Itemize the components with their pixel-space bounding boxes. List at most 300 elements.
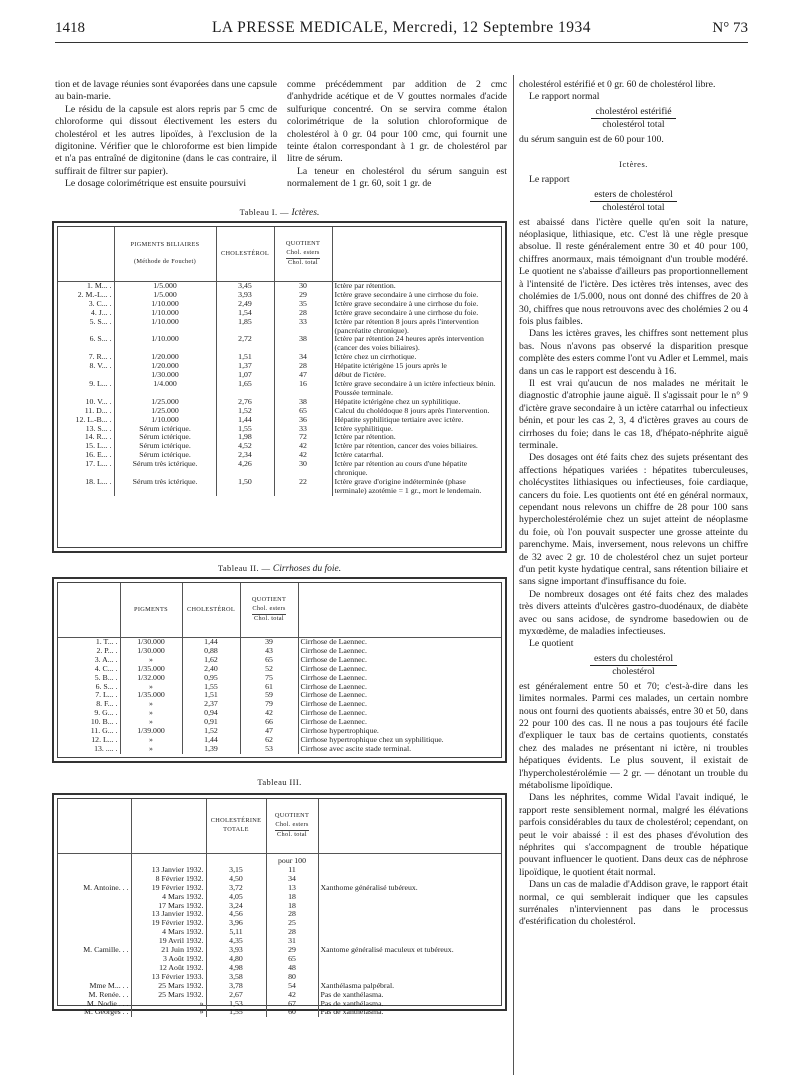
table-cell: Ictère grave secondaire à une cirrhose du foie. (334, 289, 479, 299)
table-cell: » (131, 1008, 206, 1017)
table-cell: Ictère grave secondaire à une cirrhose du foie. (334, 307, 479, 317)
table-cell: 28 (274, 362, 332, 371)
table-row (58, 736, 501, 745)
issue-number: N° 73 (712, 20, 748, 36)
paragraph: du sérum sanguin est de 60 pour 100. (519, 133, 664, 145)
table-cell: 4,26 (216, 460, 274, 478)
table-cell: 4,35 (206, 937, 266, 946)
table-cell: 4,50 (206, 875, 266, 884)
table-row (58, 919, 501, 928)
table-cell: 3,15 (206, 866, 266, 875)
table-row (58, 691, 501, 700)
table-cell: 2,37 (182, 700, 240, 709)
table-cell: 18 (266, 902, 318, 911)
table-cell: 42 (240, 709, 298, 718)
table-1-grid: PIGMENTS BILIAIRES (Méthode de Fouchet) CHOLESTÉROL QUOTIENT Chol. esters Chol. total 1. M... . 1/5.000 3,45 30 Ictère par rétention. 2. M.-L... . 1/5.000 3,93 29 Ictère grave secondaire à une cirrhose du foie. 3. C... . 1/10.000 2,49 35 Ictère grave secondaire à une cirrhose du foie. 4. J... . 1/10.000 1,54 28 Ictère grave secondaire à une cirrhose du foie. 5. S... . 1/10.000 1,85 33 Ictère par rétention 8 jours après l'intervention (pancréatite chronique). 6. S... . 1/10.000 2,72 38 Ictère par rétention 24 heures après intervention (cancer des voies biliaires). 7. R... . 1/20.000 1,51 34 Ictère chez un cirrhotique. 8. V... . 1/20.000 1,37 28 Hépatite ictérigène 15 jours après le 1/30.000 1,07 47 début de l'ictère. 9. L... . 1/4.000 1,65 16 Ictère grave secondaire à un ictère infectieux bénin. Poussée terminale. 10. V... . 1/25.000 2,76 38 Hépatite ictérigène chez un syphilitique. 11. D... . 1/25.000 1,52 65 Calcul du cholédoque 8 jours après l'intervention. 12. L.-B... . 1/10.000 1,44 36 Hépatite syphilitique tertiaire avec ictère. 13. S... . Sérum ictérique. 1,55 33 Ictère syphilitique. 14. R... . Sérum ictérique. 1,98 72 Ictère par rétention. 15. L... . Sérum ictérique. 4,52 42 Ictère par rétention, cancer des voies biliaires. 16. E... . Sérum ictérique. 2,34 42 Ictère catarrhal. 17. L... . Sérum très ictérique. 4,26 30 Ictère par rétention au cours d'une hépatite chronique. 18. L... . Sérum très ictérique. 1,50 22 Ictère grave d'origine indéterminée (phase terminale) azotémie = 1 gr., mort le lendemain. (58, 227, 501, 496)
table-row (58, 380, 501, 398)
table-cell: 25 Mars 1932. (131, 991, 206, 1000)
table-cell: 25 (266, 919, 318, 928)
table-cell: 29 (274, 291, 332, 300)
table-cell: 19 Avril 1932. (131, 937, 206, 946)
table-cell: Cirrhose de Laennec. (300, 681, 367, 691)
table-cell: 62 (240, 736, 298, 745)
table-cell: 28 (274, 309, 332, 318)
table-cell: 3,24 (206, 902, 266, 911)
paragraph: Le dosage colorimétrique est ensuite poursuivi (65, 178, 247, 190)
table-cell: 65 (240, 656, 298, 665)
table-cell: 5. S... . (58, 318, 114, 336)
paragraph: La teneur en cholestérol du sérum sanguin est normalement de 1 gr. 60, soit 1 gr. de (287, 165, 507, 190)
table-cell: Pas de xanthélasma. (320, 989, 384, 999)
table-cell: 42 (274, 451, 332, 460)
table-cell: 65 (266, 955, 318, 964)
table-row (58, 745, 501, 754)
table-cell: 1/32.000 (120, 674, 182, 683)
table-cell: 38 (274, 335, 332, 353)
table-2-title: Tableau II. — Cirrhoses du foie. (217, 563, 342, 574)
table-cell: 17 Mars 1932. (131, 902, 206, 911)
table-cell (318, 919, 501, 928)
table-cell: 1/20.000 (114, 362, 216, 371)
table-cell: 4. J... . (58, 309, 114, 318)
table-cell: 11. G... . (58, 727, 120, 736)
table-row (58, 718, 501, 727)
table-cell: 59 (240, 691, 298, 700)
table-cell: 4. C... . (58, 665, 120, 674)
table-cell: 13 Janvier 1932. (131, 910, 206, 919)
table-cell: Cirrhose de Laennec. (300, 690, 367, 700)
paragraph: Des dosages ont été faits chez des sujets présentant des affections hépatiques variées : hépatites tuberculeuses, cholécystites lithiasiques ou infectieuses, foie cardiaque, cancers du foie. Les quotients ont été en général normaux, cependant nous relevons un chiffre de 28 pour 100 sans hypercholestérolémie chez un sujet atteint de néoplasme du foie, où l'on pouvait suspecter une grosse atteinte du parenchyme. Mais, inversement, nous relevons un chiffre de 32 avec 2 gr. 10 de cholestérol chez un sujet porteur d'un petit kyste hydatique central, sans rétention biliaire et sans signe important d'insuffisance du foie. (519, 452, 748, 588)
paragraph: est abaissé dans l'ictère quelle qu'en soit la nature, néoplasique, lithiasique, etc. C'est là une règle presque absolue. Il reste généralement entre 30 et 40 pour 100, chiffres anormaux, mais témoignant d'un trouble modéré. Le quotient ne s'abaisse d'ailleurs pas proportionnellement à l'intensité de l'ictère. Des ictères très intenses, avec des cholémies de 1/5.000, nous ont donné des chiffres de 20 à 30, chiffres que nous retrouvons avec des cholémies 2 ou 4 fois plus faibles. (519, 216, 748, 327)
table-cell: 0,91 (182, 718, 240, 727)
table-cell: » (120, 656, 182, 665)
table-cell: Pas de xanthélasma. (320, 1007, 384, 1017)
table-row (58, 964, 501, 973)
fraction-2: esters de cholestérol cholestérol total (519, 189, 748, 215)
table-cell: Ictère syphilitique. (334, 423, 393, 433)
table-cell: 1,44 (182, 638, 240, 647)
table-row (58, 460, 501, 478)
table-cell (58, 902, 131, 911)
table-cell: 33 (274, 425, 332, 434)
table-cell: 7. L... . (58, 691, 120, 700)
table-row (58, 638, 501, 647)
table-cell: 3,45 (216, 282, 274, 291)
table-cell: Sérum ictérique. (114, 433, 216, 442)
table-cell: 3 Août 1932. (131, 955, 206, 964)
table-cell: 28 (266, 910, 318, 919)
table-cell: Cirrhose de Laennec. (300, 717, 367, 727)
table-cell: Cirrhose hypertrophique chez un syphilitique. (300, 734, 444, 744)
table-cell: 79 (240, 700, 298, 709)
table-cell: 1,50 (216, 478, 274, 496)
table-row (58, 362, 501, 371)
table-cell: 21 Juin 1932. (131, 946, 206, 955)
table-cell: 2,40 (182, 665, 240, 674)
fraction-3: esters du cholestérol cholestérol (519, 653, 748, 679)
table-cell (58, 910, 131, 919)
table-row (58, 884, 501, 893)
table-cell: » (120, 700, 182, 709)
table-cell: 1,65 (216, 380, 274, 398)
table-cell: 2. M.-L... . (58, 291, 114, 300)
table-row (58, 866, 501, 875)
table-cell (58, 866, 131, 875)
table-cell (58, 964, 131, 973)
table-cell: 12 Août 1932. (131, 964, 206, 973)
paragraph: est généralement entre 50 et 70; c'est-à-dire dans les limites normales. Parmi ces malades, un certain nombre nous ont fourni des quotients abaissés, entre 30 et 50, dans 22 pour 100 des cas. Il ne nous a pas toujours été facile d'expliquer le taux bas de certains quotients, constatés chez des malades ne présentant ni ictère, ni troubles hépatiques évidents. Le plus souvent, il existait de l'hypercholestérolémie — 2 gr. — dénotant un trouble du métabolisme lipoïdique. (519, 680, 748, 791)
table-cell: 1,98 (216, 433, 274, 442)
table-cell (318, 893, 501, 902)
table-cell: 1/10.000 (114, 300, 216, 309)
table-cell: 8. V... . (58, 362, 114, 371)
table-row (58, 416, 501, 425)
table-cell: 17. L... . (58, 460, 114, 478)
table-cell: 4,56 (206, 910, 266, 919)
table-cell: Ictère grave secondaire à une cirrhose du foie. (334, 298, 479, 308)
table-cell (58, 928, 131, 937)
table-cell: 36 (274, 416, 332, 425)
table-cell: Xanthome généralisé tubéreux. (320, 882, 418, 892)
table-cell: 1. M... . (58, 282, 114, 291)
table-cell: 1,44 (216, 416, 274, 425)
table-cell: » (120, 745, 182, 754)
table-cell: 3,93 (206, 946, 266, 955)
column-2-top (287, 79, 507, 191)
table-cell: 6. S... . (58, 335, 114, 353)
table-cell: 15. L... . (58, 442, 114, 451)
table-cell (318, 955, 501, 964)
paragraph: Dans les néphrites, comme Widal l'avait indiqué, le rapport reste sensiblement normal, malgré les élévations parfois considérables du taux de cholestérol; cependant, on peut le voir abaissé : il est des phases d'évolution des néphrites qui s'accompagnent de trouble hépatique pouvant influencer le quotient. Dans deux cas de néphrose lipoïdique, le quotient était normal. (519, 792, 748, 878)
table-cell: Cirrhose de Laennec. (300, 699, 367, 709)
table-cell: M. Georges . . (58, 1008, 131, 1017)
table-cell: 13 (266, 884, 318, 893)
table-cell: 12. L... . (58, 736, 120, 745)
table-cell: 1,39 (182, 745, 240, 754)
paragraph: Le quotient (529, 638, 574, 650)
page-header (55, 14, 748, 43)
table-cell: Ictère par rétention 24 heures après intervention (cancer des voies biliaires). (334, 334, 484, 353)
table-cell: 14. R... . (58, 433, 114, 442)
table-1-title: Tableau I. — Ictères. (239, 207, 320, 218)
table-cell: 2,34 (216, 451, 274, 460)
table-row (58, 318, 501, 336)
table-cell: 61 (240, 683, 298, 692)
table-cell: 1/10.000 (114, 335, 216, 353)
table-cell: M. Antoine. . . (58, 884, 131, 893)
table-cell: 35 (274, 300, 332, 309)
table-cell: Cirrhose de Laennec. (300, 672, 367, 682)
table-cell: 30 (274, 460, 332, 478)
table-3-title: Tableau III. (257, 777, 302, 787)
table-cell: 1/30.000 (120, 638, 182, 647)
table-row (58, 709, 501, 718)
table-cell: M. Camille. . . (58, 946, 131, 955)
table-2-grid: PIGMENTS CHOLESTÉROL QUOTIENT Chol. esters Chol. total 1. T... . 1/30.000 1,44 39 Cirrhose de Laennec. 2. P... . 1/30.000 0,88 43 Cirrhose de Laennec. 3. A... . » 1,62 65 Cirrhose de Laennec. 4. C... . 1/35.000 2,40 52 Cirrhose de Laennec. 5. B... . 1/32.000 0,95 75 Cirrhose de Laennec. 6. S... . » 1,55 61 Cirrhose de Laennec. 7. L... . 1/35.000 1,51 59 Cirrhose de Laennec. 8. F... . » 2,37 79 Cirrhose de Laennec. 9. G... . » 0,94 42 Cirrhose de Laennec. 10. B... . » 0,91 66 Cirrhose de Laennec. 11. G... . 1/39.000 1,52 47 Cirrhose hypertrophique. 12. L... . » 1,44 62 Cirrhose hypertrophique chez un syphilitique. 13. .... . » 1,39 53 Cirrhose avec ascite stade terminal. (58, 583, 501, 754)
table-cell: 1,54 (216, 309, 274, 318)
table-row (58, 955, 501, 964)
table-cell (318, 902, 501, 911)
table-cell: Hépatite ictérigène 15 jours après le (334, 361, 447, 371)
table-cell: 4,80 (206, 955, 266, 964)
table-cell: 53 (240, 745, 298, 754)
table-cell: 8. F... . (58, 700, 120, 709)
table-row (58, 674, 501, 683)
table-cell: Mme M... . . (58, 982, 131, 991)
table-cell: 1,55 (206, 1008, 266, 1017)
table-cell: 1/25.000 (114, 407, 216, 416)
table-cell (58, 893, 131, 902)
table-cell: 47 (240, 727, 298, 736)
table-1 (52, 221, 507, 553)
table-cell (318, 964, 501, 973)
table-row (58, 928, 501, 937)
table-cell: Cirrhose de Laennec. (300, 645, 367, 655)
table-cell (318, 866, 501, 875)
table-cell: 1/35.000 (120, 691, 182, 700)
table-cell: 1,52 (182, 727, 240, 736)
table-cell: 10. B... . (58, 718, 120, 727)
table-cell: Ictère chez un cirrhotique. (334, 352, 417, 362)
table-cell: 38 (274, 398, 332, 407)
table-cell: 43 (240, 647, 298, 656)
table-cell: 1/10.000 (114, 318, 216, 336)
paragraph: Dans un cas de maladie d'Addison grave, le rapport était normal, ce qui semblerait indiquer que les capsules surrénales n'interviennent pas dans le processus d'estérification du cholestérol. (519, 879, 748, 928)
table-cell: Ictère grave secondaire à un ictère infectieux bénin. Poussée terminale. (334, 378, 496, 397)
paragraph: De nombreux dosages ont été faits chez des malades très divers atteints d'ulcères gastro-duodénaux, de diabète avec ou sans acidose, de syndrome basedowien ou de myxœdème, de maladies infectieuses. (519, 588, 748, 638)
table-cell: 2,49 (216, 300, 274, 309)
table-3-body (58, 866, 501, 1017)
table-cell (318, 928, 501, 937)
table-cell: 13 Février 1933. (131, 973, 206, 982)
table-cell: 1,44 (182, 736, 240, 745)
table-row (58, 665, 501, 674)
table-row (58, 683, 501, 692)
paragraph: Dans les ictères graves, les chiffres sont nettement plus bas. Nous n'avons pas observé la disparition presque complète des esters comme l'ont vu Adler et Lemmel, mais dans un cas le rapport est descendu à 16. (519, 328, 748, 377)
table-cell: Sérum ictérique. (114, 451, 216, 460)
table-cell: Xantome généralisé maculeux et tubéreux. (320, 945, 454, 955)
table-cell: 52 (240, 665, 298, 674)
table-cell: Ictère grave d'origine indéterminée (phase terminale) azotémie = 1 gr., mort le lendemain. (334, 476, 482, 495)
paragraph: comme précédemment par addition de 2 cmc d'anhydride acétique et de V gouttes normales d'acide sulfurique concentré. On se servira comme étalon colorimétrique de la solution chloroformique de cholestérol à 0 gr. 04 pour 100 cmc, qui fournit une teinte étalon correspondant à 1 gr. de cholestérol par litre de sérum. (287, 79, 507, 165)
table-3-grid: CHOLESTÉRINE TOTALE QUOTIENT Chol. esters Chol. total pour 100 13 Janvier 1932. 3,15 11 8 Février 1932. 4,50 34 M. Antoine. . . 19 Février 1932. 3,72 13 Xanthome généralisé tubéreux. 4 Mars 1932. 4,05 18 17 Mars 1932. 3,24 18 13 Janvier 1932. 4,56 28 19 Février 1932. 3,96 25 4 Mars 1932. 5,11 28 19 Avril 1932. 4,35 31 M. Camille. . . 21 Juin 1932. 3,93 29 Xantome généralisé maculeux et tubéreux. 3 Août 1932. 4,80 65 12 Août 1932. 4,98 48 13 Février 1933. 3,58 80 Mme M... . . 25 Mars 1932. 3,78 54 Xanthélasma palpébral. M. Renée. . . 25 Mars 1932. 2,67 42 Pas de xanthélasma. M. Nodie . . . » 1,53 67 Pas de xanthélasma. M. Georges . . » 1,55 60 Pas de xanthélasma. (58, 799, 501, 1017)
table-row (58, 478, 501, 496)
table-row (58, 335, 501, 353)
table-cell: 28 (266, 928, 318, 937)
table-cell: 25 Mars 1932. (131, 982, 206, 991)
table-cell: Ictère par rétention. (334, 281, 396, 290)
table-cell: » (120, 718, 182, 727)
table-cell: 2. P... . (58, 647, 120, 656)
table-cell: 1/25.000 (114, 398, 216, 407)
table-cell: Ictère par rétention au cours d'une hépatite chronique. (334, 459, 468, 478)
table-cell: 42 (274, 442, 332, 451)
table-cell: 4,98 (206, 964, 266, 973)
paragraph: Le rapport normal (529, 91, 600, 103)
table-cell: 9. L... . (58, 380, 114, 398)
table-cell: Cirrhose de Laennec. (300, 654, 367, 664)
table-cell: 16 (274, 380, 332, 398)
table-cell: 1/5.000 (114, 291, 216, 300)
table-cell: 13. S... . (58, 425, 114, 434)
table-row (58, 902, 501, 911)
table-row (58, 442, 501, 451)
table-cell: 2,76 (216, 398, 274, 407)
paragraph: Il est vrai qu'aucun de nos malades ne méritait le diagnostic d'atrophie jaune aiguë. Il s'agissait pour le n° 9 d'ictère grave secondaire à un ictère catarrhal ou infectieux bénin, et pour les cas 2, 3, 4 d'ictères graves au cours de cirrhoses du foie; dans le cas 18, d'hépato-néphrite aiguë terminale. (519, 377, 748, 451)
table-cell: 22 (274, 478, 332, 496)
table-cell: 1,52 (216, 407, 274, 416)
table-cell: 30 (274, 282, 332, 291)
table-cell: 16. E... . (58, 451, 114, 460)
table-cell: 11 (266, 866, 318, 875)
table-cell: Xanthélasma palpébral. (320, 980, 395, 990)
table-cell: 48 (266, 964, 318, 973)
table-3 (52, 793, 507, 1017)
table-2-body (58, 638, 501, 754)
table-cell: Cirrhose de Laennec. (300, 663, 367, 673)
table-row (58, 700, 501, 709)
table-cell: 4,05 (206, 893, 266, 902)
table-cell: 3,72 (206, 884, 266, 893)
table-cell: » (120, 709, 182, 718)
table-cell: 8 Février 1932. (131, 875, 206, 884)
table-cell: 1/4.000 (114, 380, 216, 398)
table-cell: 67 (266, 1000, 318, 1009)
table-cell: 11. D... . (58, 407, 114, 416)
table-cell: 9. G... . (58, 709, 120, 718)
table-cell: Calcul du cholédoque 8 jours après l'intervention. (334, 405, 490, 415)
table-cell: 13. .... . (58, 745, 120, 754)
table-row (58, 656, 501, 665)
section-heading: Ictères. (619, 159, 648, 170)
table-cell: 0,94 (182, 709, 240, 718)
table-cell: 2,67 (206, 991, 266, 1000)
table-cell: Hépatite syphilitique tertiaire avec ictère. (334, 414, 464, 424)
table-cell: 34 (266, 875, 318, 884)
table-row (58, 893, 501, 902)
table-cell: 60 (266, 1008, 318, 1017)
table-cell: 0,88 (182, 647, 240, 656)
table-1-body (58, 282, 501, 496)
table-cell: 5. B... . (58, 674, 120, 683)
table-cell: Cirrhose hypertrophique. (300, 726, 379, 736)
table-cell: 65 (274, 407, 332, 416)
table-cell: 1,55 (216, 425, 274, 434)
table-cell: Ictère catarrhal. (334, 450, 384, 460)
table-cell: 1,07 (216, 371, 274, 380)
table-cell: Cirrhose de Laennec. (300, 637, 367, 646)
table-cell: 3,78 (206, 982, 266, 991)
table-cell: 33 (274, 318, 332, 336)
table-cell: 1/30.000 (120, 647, 182, 656)
table-row (58, 910, 501, 919)
table-cell: 75 (240, 674, 298, 683)
table-cell: Hépatite ictérigène chez un syphilitique. (334, 396, 461, 406)
table-cell: 3. A... . (58, 656, 120, 665)
paragraph: cholestérol estérifié et 0 gr. 60 de cholestérol libre. (519, 79, 716, 90)
paragraph: Le rapport (529, 174, 570, 186)
page-number: 1418 (55, 20, 85, 36)
table-cell: 2,72 (216, 335, 274, 353)
table-cell: 3. C... . (58, 300, 114, 309)
table-cell: 1,51 (182, 691, 240, 700)
masthead: LA PRESSE MEDICALE, Mercredi, 12 Septembre 1934 (211, 19, 592, 36)
table-cell: Sérum ictérique. (114, 425, 216, 434)
table-cell: 54 (266, 982, 318, 991)
column-3 (519, 79, 748, 929)
paragraph: Le résidu de la capsule est alors repris par 5 cmc de chloroforme qui dissout électivement les esters du cholestérol et les autres lipoïdes, à l'exclusion de la digitonine. Vérifier que le chloroforme est bien limpide et n'a pas entraîné de digitonine (dans le cas contraire, il suffirait de filtrer sur papier). (55, 103, 277, 177)
table-cell: 1. T... . (58, 638, 120, 647)
table-cell: 1/5.000 (114, 282, 216, 291)
table-cell: 1,53 (206, 1000, 266, 1009)
table-cell: 3,96 (206, 919, 266, 928)
unit-label: pour 100 (266, 854, 318, 866)
table-cell: Pas de xanthélasma. (320, 998, 384, 1008)
table-cell: » (131, 1000, 206, 1009)
table-2 (52, 577, 507, 763)
table-row (58, 946, 501, 955)
table-cell: M. Nodie . . . (58, 1000, 131, 1009)
table-cell: 42 (266, 991, 318, 1000)
table-cell: 1,55 (182, 683, 240, 692)
table-cell: 12. L.-B... . (58, 416, 114, 425)
table-cell (58, 955, 131, 964)
table-cell: Cirrhose de Laennec. (300, 708, 367, 718)
fraction-1: cholestérol estérifié cholestérol total (519, 106, 748, 132)
table-cell: 4,52 (216, 442, 274, 451)
table-cell: 3,93 (216, 291, 274, 300)
table-cell (58, 919, 131, 928)
table-cell: 6. S... . (58, 683, 120, 692)
table-cell: 13 Janvier 1932. (131, 866, 206, 875)
table-cell: 4 Mars 1932. (131, 928, 206, 937)
table-cell: M. Renée. . . (58, 991, 131, 1000)
table-cell: 66 (240, 718, 298, 727)
table-cell: 34 (274, 353, 332, 362)
table-cell: 1,37 (216, 362, 274, 371)
table-cell: Sérum ictérique. (114, 442, 216, 451)
column-1-top (55, 79, 277, 191)
table-cell: 39 (240, 638, 298, 647)
table-cell: début de l'ictère. (334, 370, 386, 380)
table-cell: 72 (274, 433, 332, 442)
table-cell: » (120, 683, 182, 692)
table-cell: 19 Février 1932. (131, 884, 206, 893)
table-cell: 5,11 (206, 928, 266, 937)
table-cell: 1/39.000 (120, 727, 182, 736)
table-cell: 1/30.000 (114, 371, 216, 380)
table-cell: 31 (266, 937, 318, 946)
table-cell: » (120, 736, 182, 745)
table-cell: 1/10.000 (114, 416, 216, 425)
table-cell: 29 (266, 946, 318, 955)
table-cell: 80 (266, 973, 318, 982)
table-cell: 3,58 (206, 973, 266, 982)
table-cell: Ictère par rétention, cancer des voies biliaires. (334, 441, 478, 451)
table-cell: Ictère par rétention 8 jours après l'intervention (pancréatite chronique). (334, 316, 479, 335)
table-cell: Cirrhose avec ascite stade terminal. (300, 743, 412, 753)
column-rule (513, 75, 514, 1075)
table-cell: 47 (274, 371, 332, 380)
table-row (58, 647, 501, 656)
table-cell: 19 Février 1932. (131, 919, 206, 928)
table-cell (318, 910, 501, 919)
table-cell: 10. V... . (58, 398, 114, 407)
table-cell: Sérum très ictérique. (114, 460, 216, 478)
table-cell: 1,85 (216, 318, 274, 336)
table-cell: Sérum très ictérique. (114, 478, 216, 496)
table-cell: 0,95 (182, 674, 240, 683)
